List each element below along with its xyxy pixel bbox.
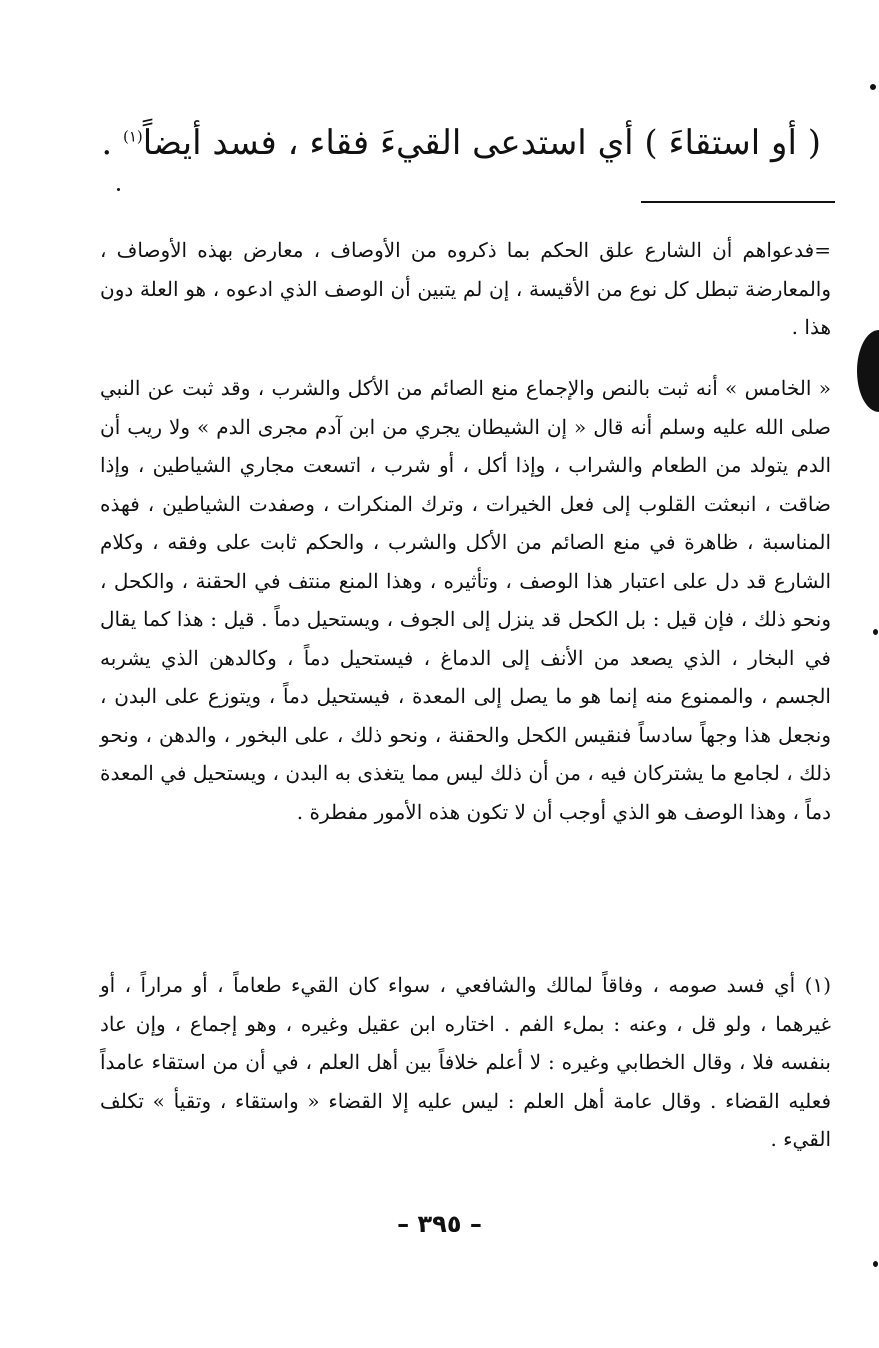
main-text-line — [101, 118, 821, 168]
edge-dot-mark — [870, 84, 876, 90]
footnote-one-paragraph: (١) أي فسد صومه ، وفاقاً لمالك والشافعي ، سواء كان القيء طعاماً ، أو مراراً ، أو غيرهما ، ولو قل ، وعنه : بملء الفم . اختاره ابن عقيل وغيره ، وهو إجماع ، وإن عاد بنفسه فلا ، وقال الخطابي وغيره : لا أعلم خلافاً بين أهل العلم ، في أن من استقاء عامداً فعليه القضاء . وقال عامة أهل العلم : ليس عليه إلا القضاء « واستقاء ، وتقيأ » تكلف القيء . — [100, 973, 831, 1151]
main-text: ( أو استقاءَ ) أي استدعى القيءَ فقاء ، فسد أيضاً — [142, 123, 821, 163]
main-text-end: . — [101, 123, 123, 163]
continued-footnote-paragraph: =فدعواهم أن الشارع علق الحكم بما ذكروه من الأوصاف ، معارض بهذه الأوصاف ، والمعارضة تبطل كل نوع من الأقيسة ، إن لم يتبين أن الوصف الذي ادعوه ، هو العلة دون هذا . — [100, 238, 831, 339]
edge-dot-mark — [873, 1261, 878, 1267]
fifth-point-paragraph: « الخامس » أنه ثبت بالنص والإجماع منع الصائم من الأكل والشرب ، وقد ثبت عن النبي صلى الله عليه وسلم أنه قال « إن الشيطان يجري من ابن آدم مجرى الدم » ولا ريب أن الدم يتولد من الطعام والشراب ، وإذا أكل ، أو شرب ، اتسعت مجاري الشياطين ، وإذا ضاقت ، انبعثت القلوب إلى فعل الخيرات ، وترك المنكرات ، وصفدت الشياطين ، فهذه المناسبة ، ظاهرة في منع الصائم من الأكل والشرب ، والحكم ثابت على وفقه ، وكلام الشارع قد دل على اعتبار هذا الوصف ، وتأثيره ، وهذا المنع منتف في الحقنة ، والكحل ، ونحو ذلك ، فإن قيل : بل الكحل قد ينزل إلى الجوف ، ويستحيل دماً . قيل : هذا كما يقال في البخار ، الذي يصعد من الأنف إلى الدماغ ، فيستحيل دماً ، وكالدهن الذي يشربه الجسم ، والممنوع منه إنما هو ما يصل إلى المعدة ، فيستحيل دماً ، ويتوزع على البدن ، ونجعل هذا وجهاً سادساً فنقيس الكحل والحقنة ، ونحو ذلك ، على البخور ، والدهن ، ونحو ذلك ، لجامع ما يشتركان فيه ، من أن ذلك ليس مما يتغذى به البدن ، ويستحيل في المعدة دماً ، وهذا الوصف هو الذي أوجب أن لا تكون هذه الأمور مفطرة . — [100, 376, 831, 824]
footnote-reference: (١) — [122, 127, 143, 146]
page-number: – ٣٩٥ – — [397, 1210, 482, 1238]
edge-dot-mark — [873, 629, 878, 635]
ink-speck — [117, 188, 120, 191]
footnote-separator — [641, 201, 835, 203]
edge-thumb-mark — [857, 330, 879, 412]
